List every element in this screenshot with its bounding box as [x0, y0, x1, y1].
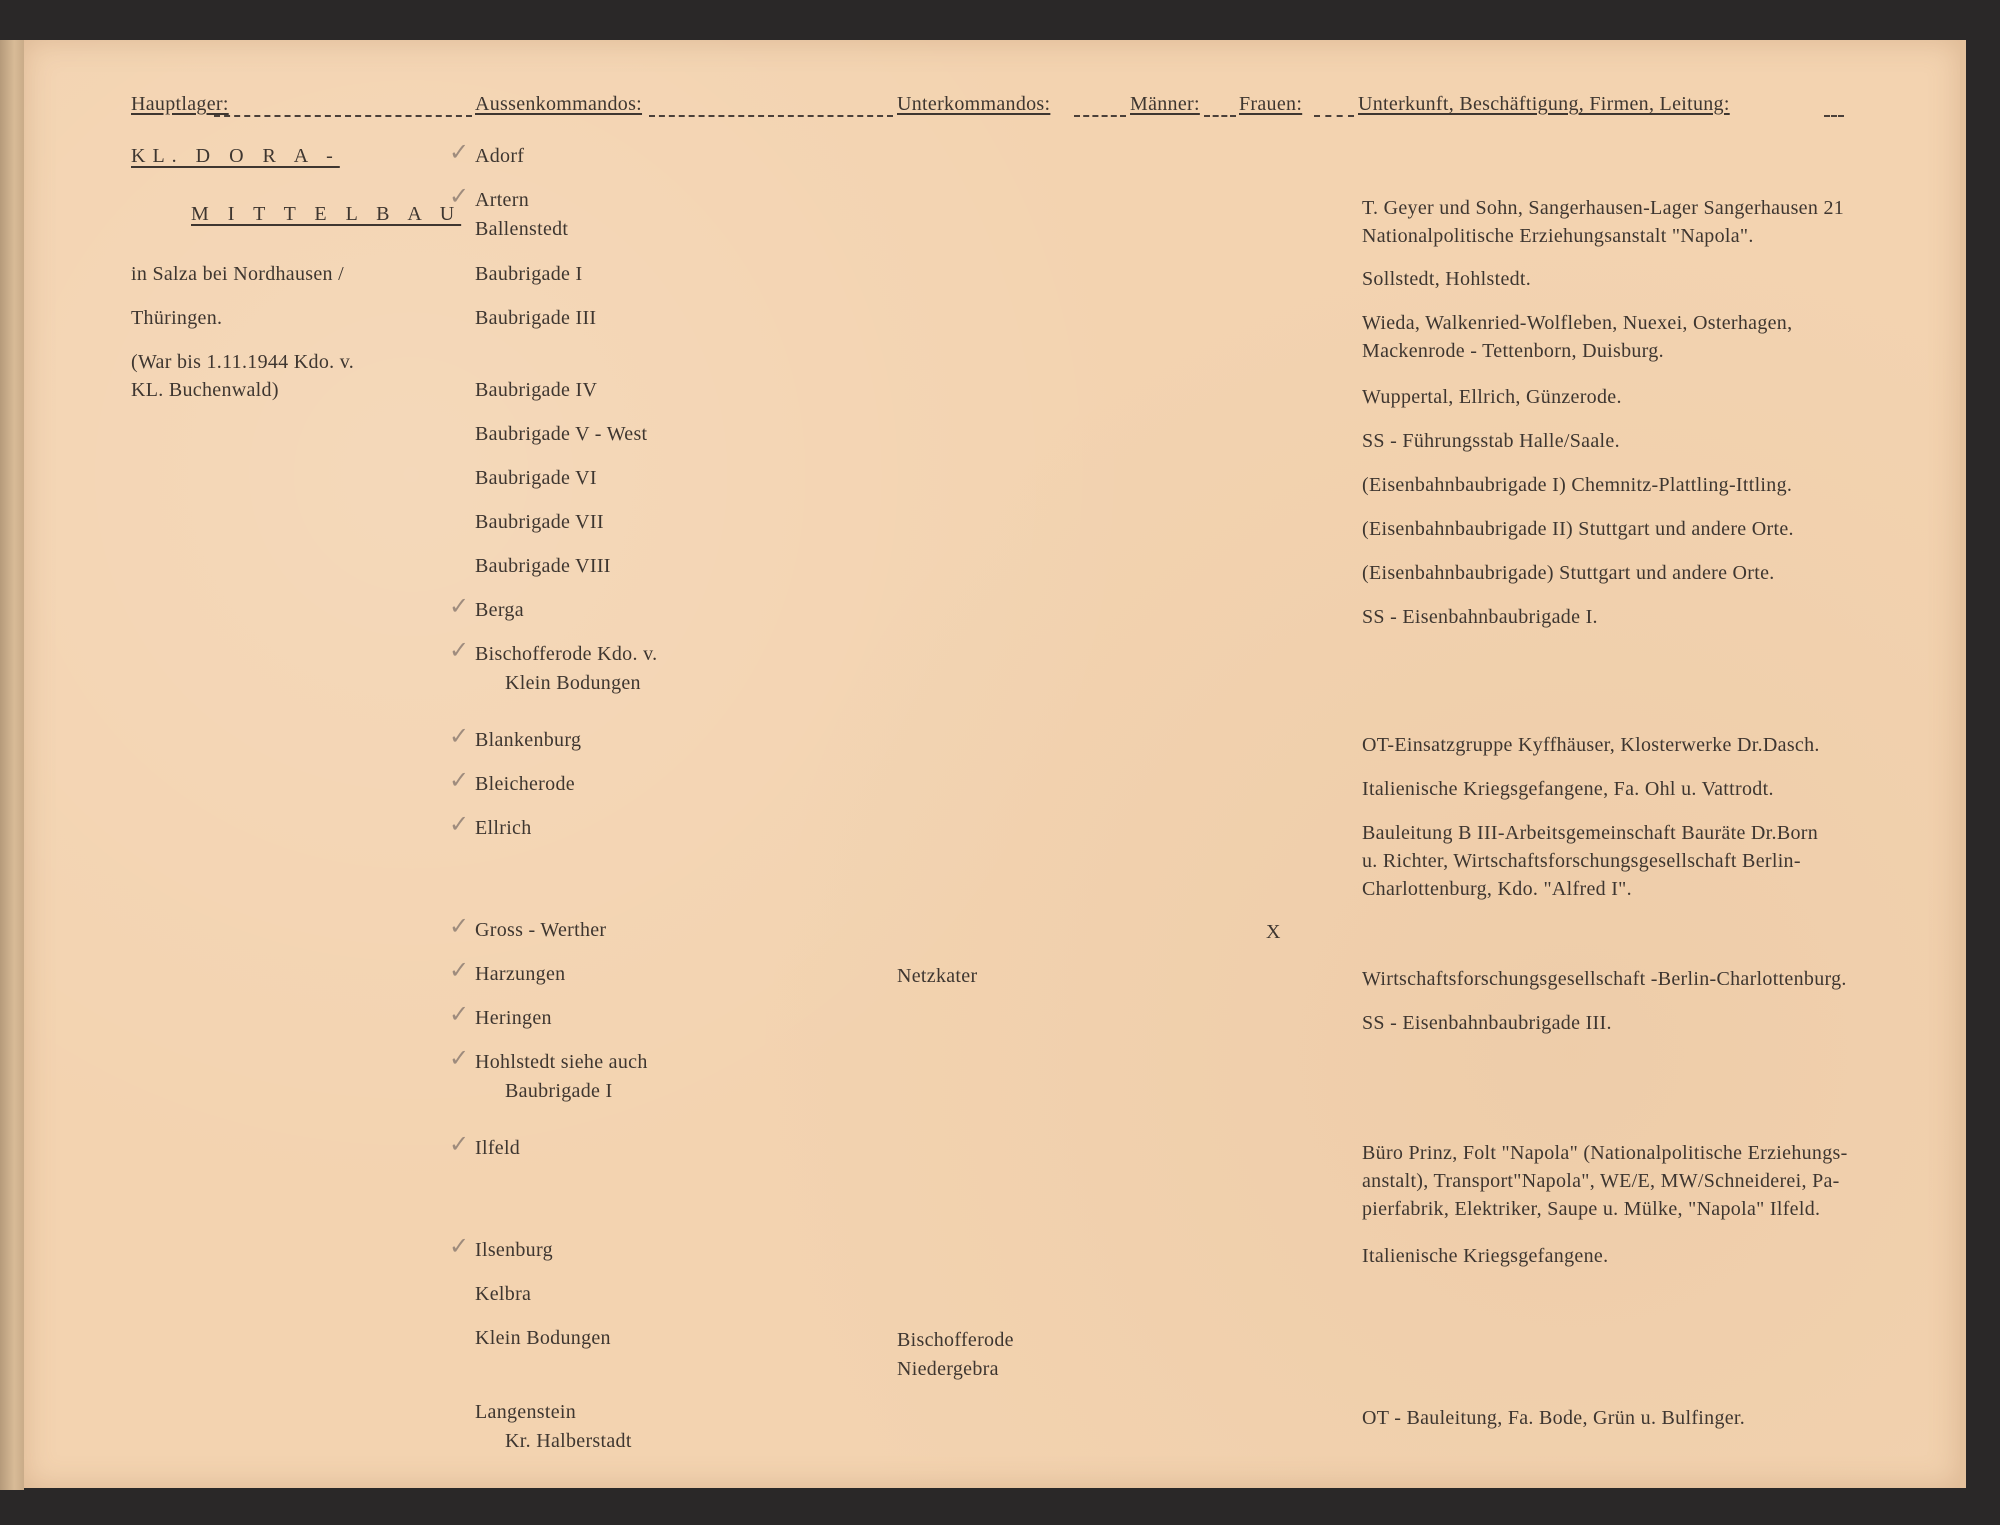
unterkunft-entry: (Eisenbahnbaubrigade I) Chemnitz-Plattling-Ittling.: [1362, 474, 1793, 496]
aussenkommando-name: Ilsenburg: [475, 1239, 553, 1261]
page-binding: [0, 40, 24, 1490]
header-dashed-rule: [649, 115, 893, 117]
check-mark-icon: ✓: [449, 1044, 470, 1072]
unterkunft-entry: T. Geyer und Sohn, Sangerhausen-Lager Sangerhausen 21: [1362, 197, 1845, 219]
unterkunft-entry: SS - Führungsstab Halle/Saale.: [1362, 430, 1620, 452]
aussenkommando-name: Ilfeld: [475, 1137, 521, 1159]
check-mark-icon: ✓: [449, 722, 470, 750]
header-aussenkommandos: Aussenkommandos:: [475, 93, 643, 115]
unterkunft-entry: (Eisenbahnbaubrigade) Stuttgart und andere Orte.: [1362, 562, 1775, 584]
aussenkommando-name: Baubrigade V - West: [475, 423, 648, 445]
header-dashed-rule: [1204, 115, 1236, 117]
aussenkommando-name: Baubrigade I: [475, 263, 583, 285]
aussenkommando-name-cont: Kr. Halberstadt: [505, 1430, 632, 1452]
aussenkommando-name: Kelbra: [475, 1283, 532, 1305]
header-dashed-rule: [214, 115, 472, 117]
header-dashed-rule: [1824, 115, 1844, 117]
unterkunft-entry: Büro Prinz, Folt "Napola" (Nationalpolitische Erziehungs-: [1362, 1142, 1848, 1164]
unterkunft-entry: Mackenrode - Tettenborn, Duisburg.: [1362, 340, 1664, 362]
document-page: [24, 40, 1966, 1488]
camp-note-2: KL. Buchenwald): [131, 379, 279, 401]
check-mark-icon: ✓: [449, 182, 470, 210]
aussenkommando-name-cont: Baubrigade I: [505, 1080, 613, 1102]
unterkunft-entry: Wieda, Walkenried-Wolfleben, Nuexei, Osterhagen,: [1362, 312, 1793, 334]
check-mark-icon: ✓: [449, 1232, 470, 1260]
unterkunft-entry: OT - Bauleitung, Fa. Bode, Grün u. Bulfinger.: [1362, 1407, 1746, 1429]
aussenkommando-name: Blankenburg: [475, 729, 582, 751]
unterkunft-entry: Wirtschaftsforschungsgesellschaft -Berlin-Charlottenburg.: [1362, 968, 1847, 990]
unterkunft-entry: u. Richter, Wirtschaftsforschungsgesellschaft Berlin-: [1362, 850, 1801, 872]
unterkunft-entry: anstalt), Transport"Napola", WE/E, MW/Schneiderei, Pa-: [1362, 1170, 1840, 1192]
header-dashed-rule: [1074, 115, 1126, 117]
aussenkommando-name: Artern: [475, 189, 529, 211]
camp-name-2: M I T T E L B A U: [191, 203, 462, 225]
aussenkommando-name: Baubrigade VI: [475, 467, 597, 489]
unterkunft-entry: Italienische Kriegsgefangene.: [1362, 1245, 1609, 1267]
camp-note: (War bis 1.11.1944 Kdo. v.: [131, 351, 355, 373]
aussenkommando-name-cont: Ballenstedt: [475, 218, 569, 240]
aussenkommando-name: Hohlstedt siehe auch: [475, 1051, 648, 1073]
aussenkommando-name: Gross - Werther: [475, 919, 607, 941]
aussenkommando-name: Klein Bodungen: [475, 1327, 611, 1349]
unterkunft-entry: SS - Eisenbahnbaubrigade III.: [1362, 1012, 1612, 1034]
unterkunft-entry: OT-Einsatzgruppe Kyffhäuser, Klosterwerke Dr.Dasch.: [1362, 734, 1820, 756]
aussenkommando-name: Baubrigade VII: [475, 511, 604, 533]
header-unterkommandos: Unterkommandos:: [897, 93, 1051, 115]
camp-name: KL. D O R A -: [131, 145, 340, 167]
header-maenner: Männer:: [1130, 93, 1200, 115]
camp-region: Thüringen.: [131, 307, 223, 329]
check-mark-icon: ✓: [449, 138, 470, 166]
unterkommando-name: Niedergebra: [897, 1358, 999, 1380]
unterkunft-entry: Nationalpolitische Erziehungsanstalt "Napola".: [1362, 225, 1754, 247]
aussenkommando-name: Baubrigade VIII: [475, 555, 611, 577]
unterkunft-entry: Wuppertal, Ellrich, Günzerode.: [1362, 386, 1622, 408]
unterkunft-entry: pierfabrik, Elektriker, Saupe u. Mülke, "Napola" Ilfeld.: [1362, 1198, 1821, 1220]
aussenkommando-name: Bleicherode: [475, 773, 575, 795]
check-mark-icon: ✓: [449, 766, 470, 794]
aussenkommando-name: Harzungen: [475, 963, 566, 985]
unterkunft-entry: Italienische Kriegsgefangene, Fa. Ohl u. Vattrodt.: [1362, 778, 1774, 800]
unterkunft-entry: (Eisenbahnbaubrigade II) Stuttgart und andere Orte.: [1362, 518, 1794, 540]
unterkunft-entry: Charlottenburg, Kdo. "Alfred I".: [1362, 878, 1632, 900]
header-frauen: Frauen:: [1239, 93, 1303, 115]
aussenkommando-name: Adorf: [475, 145, 525, 167]
check-mark-icon: ✓: [449, 636, 470, 664]
aussenkommando-name: Baubrigade IV: [475, 379, 598, 401]
aussenkommando-name: Berga: [475, 599, 524, 621]
aussenkommando-name: Baubrigade III: [475, 307, 597, 329]
check-mark-icon: ✓: [449, 592, 470, 620]
unterkommando-name: Bischofferode: [897, 1329, 1014, 1351]
unterkommando-name: Netzkater: [897, 965, 978, 987]
aussenkommando-name: Langenstein: [475, 1401, 577, 1423]
header-dashed-rule: [1314, 115, 1354, 117]
aussenkommando-name: Bischofferode Kdo. v.: [475, 643, 658, 665]
check-mark-icon: ✓: [449, 1000, 470, 1028]
aussenkommando-name: Heringen: [475, 1007, 552, 1029]
unterkunft-entry: Sollstedt, Hohlstedt.: [1362, 268, 1532, 290]
check-mark-icon: ✓: [449, 810, 470, 838]
header-hauptlager: Hauptlager:: [131, 93, 229, 115]
header-unterkunft: Unterkunft, Beschäftigung, Firmen, Leitung:: [1358, 93, 1730, 115]
aussenkommando-name-cont: Klein Bodungen: [505, 672, 641, 694]
check-mark-icon: ✓: [449, 1130, 470, 1158]
unterkunft-entry: SS - Eisenbahnbaubrigade I.: [1362, 606, 1598, 628]
frauen-mark: X: [1266, 921, 1281, 943]
camp-location: in Salza bei Nordhausen /: [131, 263, 344, 285]
check-mark-icon: ✓: [449, 956, 470, 984]
unterkunft-entry: Bauleitung B III-Arbeitsgemeinschaft Bauräte Dr.Born: [1362, 822, 1819, 844]
check-mark-icon: ✓: [449, 912, 470, 940]
aussenkommando-name: Ellrich: [475, 817, 532, 839]
